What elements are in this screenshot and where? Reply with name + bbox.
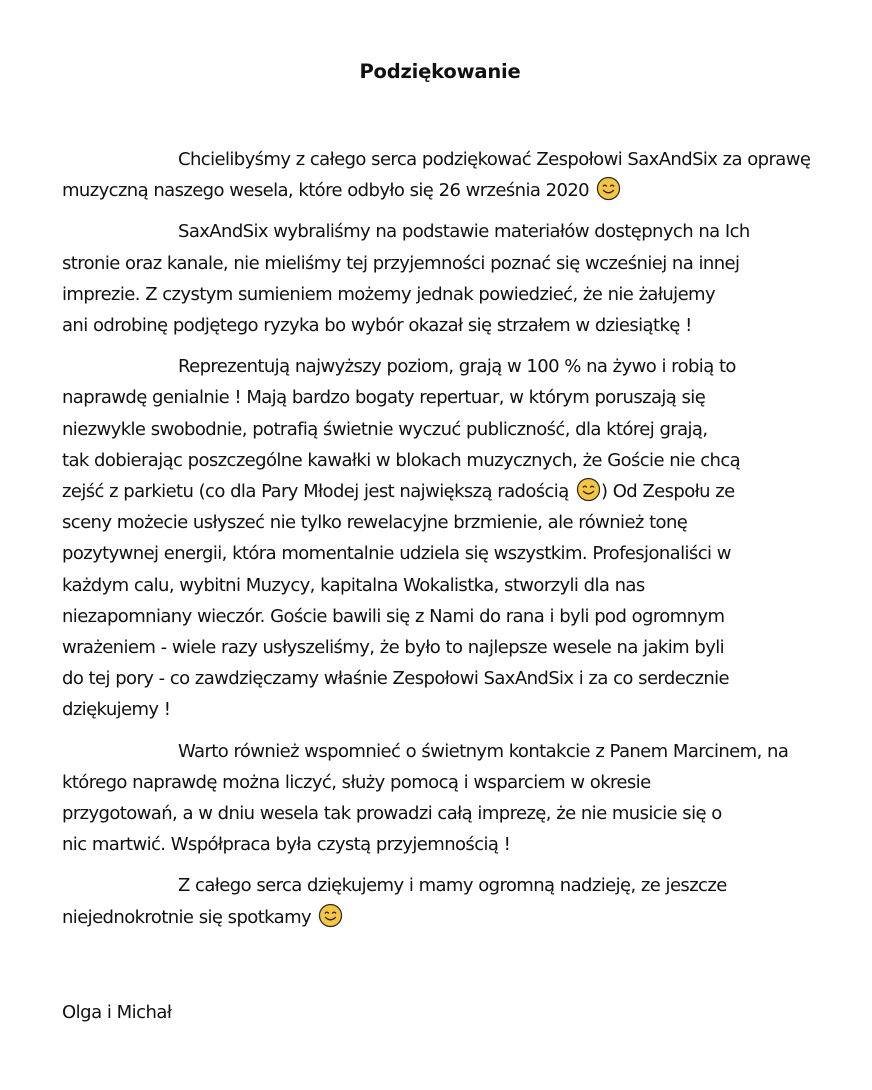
text-line: Reprezentują najwyższy poziom, grają w 100 % na żywo i robią to <box>178 356 736 378</box>
text-line-with-smiley <box>62 175 822 206</box>
document-title: Podziękowanie <box>359 60 521 83</box>
text-line: SaxAndSix wybraliśmy na podstawie materiałów dostępnych na Ich <box>178 221 750 243</box>
text-line: Chcielibyśmy z całego serca podziękować Zespołowi SaxAndSix za oprawę <box>178 149 811 170</box>
smiling-face-icon <box>576 477 601 502</box>
text-line: którego naprawdę można liczyć, służy pomocą i wsparciem w okresie <box>62 771 651 793</box>
text-line: nic martwić. Współpraca była czystą przyjemnością ! <box>62 834 511 856</box>
text-line: niezapomniany wieczór. Goście bawili się z Nami do rana i byli pod ogromnym <box>62 605 725 627</box>
text-line: niezwykle swobodnie, potrafią świetnie wyczuć publiczność, dla której grają, <box>62 418 708 440</box>
text-line: ani odrobinę podjętego ryzyka bo wybór okazał się strzałem w dziesiątkę ! <box>62 315 692 337</box>
text-line: niejednokrotnie się spotkamy <box>62 906 312 928</box>
text-line: zejść z parkietu (co dla Pary Młodej jest największą radością <box>62 481 569 503</box>
text-line: dziękujemy ! <box>62 699 171 721</box>
text-line-with-smiley <box>62 902 822 933</box>
paragraph-4 <box>62 736 822 861</box>
paragraph-1 <box>62 144 822 206</box>
text-line: tak dobierając poszczególne kawałki w blokach muzycznych, że Goście nie chcą <box>62 449 741 471</box>
text-line: imprezie. Z czystym sumieniem możemy jednak powiedzieć, że nie żałujemy <box>62 283 716 305</box>
paragraph-5 <box>62 870 822 932</box>
text-line: stronie oraz kanale, nie mieliśmy tej przyjemności poznać się wcześniej na innej <box>62 252 740 274</box>
paragraph-2 <box>62 216 822 341</box>
signature: Olga i Michał <box>62 1002 172 1023</box>
text-line: wrażeniem - wiele razy usłyszeliśmy, że było to najlepsze wesele na jakim byli <box>62 637 725 659</box>
text-line-with-smiley <box>62 476 822 507</box>
text-line: każdym calu, wybitni Muzycy, kapitalna Wokalistka, stworzyli dla nas <box>62 574 645 596</box>
text-line: do tej pory - co zawdzięczamy właśnie Zespołowi SaxAndSix i za co serdecznie <box>62 668 730 690</box>
text-line: naprawdę genialnie ! Mają bardzo bogaty repertuar, w którym poruszają się <box>62 387 706 409</box>
text-line: Z całego serca dziękujemy i mamy ogromną nadzieję, ze jeszcze <box>178 875 727 897</box>
smiling-face-icon <box>596 176 621 201</box>
paragraph-3 <box>62 351 822 725</box>
text-line: muzyczną naszego wesela, które odbyło się 26 września 2020 <box>62 180 590 202</box>
text-line-continuation: ) Od Zespołu ze <box>600 481 735 503</box>
text-line: Warto również wspomnieć o świetnym kontakcie z Panem Marcinem, na <box>178 740 789 762</box>
text-line: przygotowań, a w dniu wesela tak prowadzi całą imprezę, że nie musicie się o <box>62 803 722 825</box>
smiling-face-icon <box>318 903 343 928</box>
letter-body <box>62 144 822 943</box>
text-line: sceny możecie usłyszeć nie tylko rewelacyjne brzmienie, ale również tonę <box>62 512 688 534</box>
text-line: pozytywnej energii, która momentalnie udziela się wszystkim. Profesjonaliści w <box>62 543 731 565</box>
